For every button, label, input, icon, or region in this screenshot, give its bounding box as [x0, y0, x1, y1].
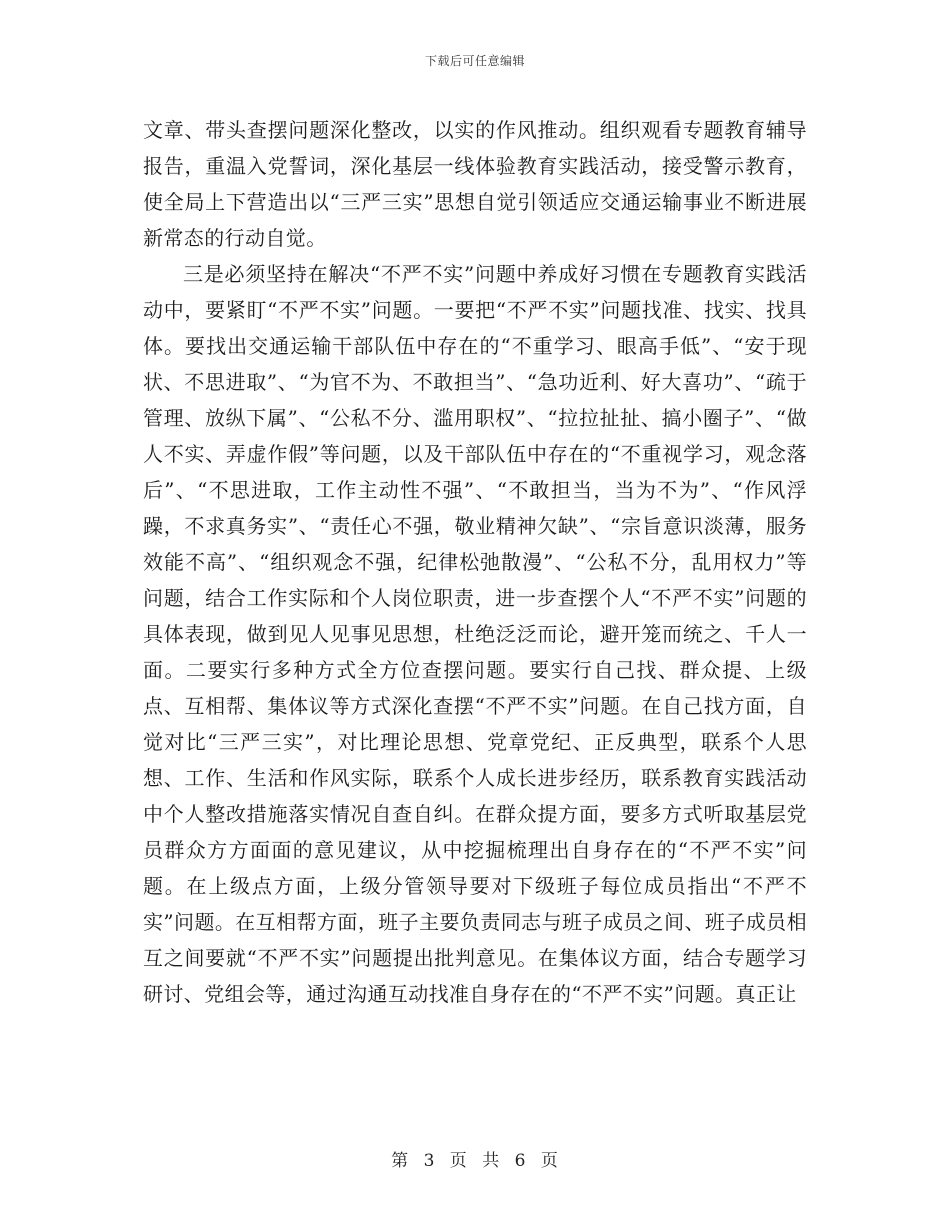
document-body [143, 112, 807, 1012]
footer-total-word: 共 [482, 1151, 501, 1171]
footer-total-pages: 6 [514, 1151, 527, 1171]
footer-suffix: 页 [540, 1151, 559, 1171]
page-header: 下载后可任意编辑 [424, 54, 525, 68]
paragraph-1: 文章、带头查摆问题深化整改，以实的作风推动。组织观看专题教育辅导报告，重温入党誓词，深化基层一线体验教育实践活动，接受警示教育，使全局上下营造出以“三严三实”思想自觉引领适应交通运输事业不断进展新常态的行动自觉。 [143, 118, 807, 250]
paragraph-2: 三是必须坚持在解决“不严不实”问题中养成好习惯在专题教育实践活动中，要紧盯“不严不实”问题。一要把“不严不实”问题找准、找实、找具体。要找出交通运输干部队伍中存在的“不重学习、眼高手低”、“安于现状、不思进取”、“为官不为、不敢担当”、“急功近利、好大喜功”、“疏于管理、放纵下属”、“公私不分、滥用职权”、“拉拉扯扯、搞小圈子”、“做人不实、弄虚作假”等问题，以及干部队伍中存在的“不重视学习，观念落后”、“不思进取，工作主动性不强”、“不敢担当，当为不为”、“作风浮躁，不求真务实”、“责任心不强，敬业精神欠缺”、“宗旨意识淡薄，服务效能不高”、“组织观念不强，纪律松弛散漫”、“公私不分，乱用权力”等问题，结合工作实际和个人岗位职责，进一步查摆个人“不严不实”问题的具体表现，做到见人见事见思想，杜绝泛泛而论，避开笼而统之、千人一面。二要实行多种方式全方位查摆问题。要实行自己找、群众提、上级点、互相帮、集体议等方式深化查摆“不严不实”问题。在自己找方面，自觉对比“三严三实”，对比理论思想、党章党纪、正反典型，联系个人思想、工作、生活和作风实际，联系个人成长进步经历，联系教育实践活动中个人整改措施落实情况自查自纠。在群众提方面，要多方式听取基层党员群众方方面面的意见建议，从中挖掘梳理出自身存在的“不严不实”问题。在上级点方面，上级分管领导要对下级班子每位成员指出“不严不实”问题。在互相帮方面，班子主要负责同志与班子成员之间、班子成员相互之间要就“不严不实”问题提出批判意见。在集体议方面，结合专题学习研讨、党组会等，通过沟通互动找准自身存在的“不严不实”问题。真正让 [143, 262, 807, 1006]
page-footer [0, 1146, 950, 1171]
footer-current-page: 3 [423, 1151, 436, 1171]
footer-prefix: 第 [391, 1151, 410, 1171]
footer-page-word: 页 [449, 1151, 468, 1171]
